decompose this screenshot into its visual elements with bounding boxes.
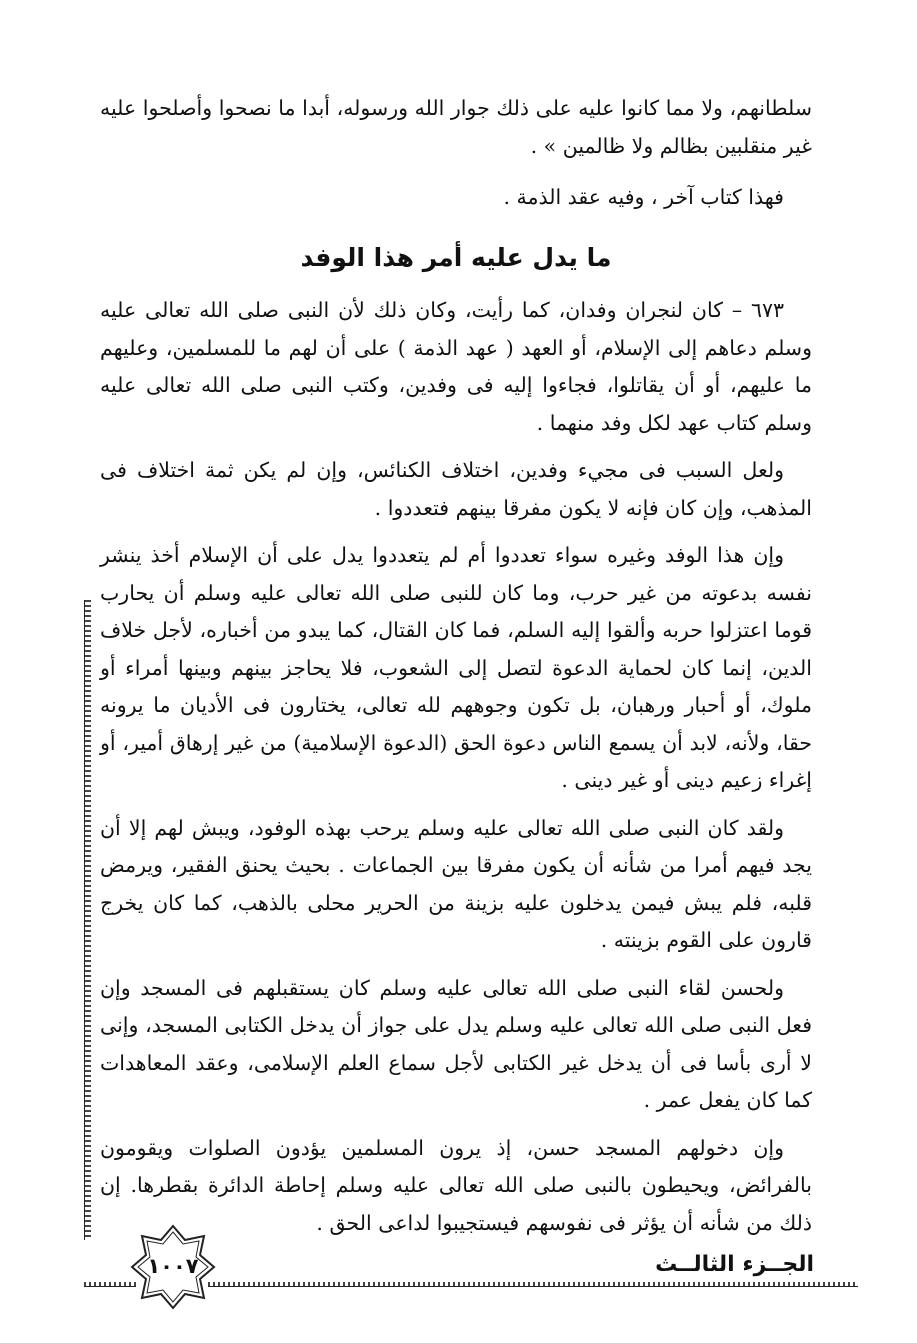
intro-closing: فهذا كتاب آخر ، وفيه عقد الذمة . bbox=[503, 185, 784, 209]
intro-continuation: سلطانهم، ولا مما كانوا عليه على ذلك جوار الله ورسوله، أبدا ما نصحوا وأصلحوا عليه غير منقلبين بظالم ولا ظالمين » . bbox=[100, 96, 812, 158]
body-text bbox=[100, 292, 812, 1252]
intro-text bbox=[100, 90, 812, 217]
section-heading: ما يدل عليه أمر هذا الوفد bbox=[300, 243, 612, 272]
paragraph: ولقد كان النبى صلى الله تعالى عليه وسلم يرحب بهذه الوفود، ويبش لهم إلا أن يجد فيهم أمرا من شأنه أن يكون مفرقا بين الجماعات . بحيث يحنق الفقير، ويرمض قلبه، فلم يبش فيمن يدخلون عليه بزينة من الحرير محلى بالذهب، كما كان يخرج قارون على القوم بزينته . bbox=[100, 815, 812, 952]
paragraph: وإن دخولهم المسجد حسن، إذ يرون المسلمين يؤدون الصلوات ويقومون بالفرائض، ويحيطون بالنبى صلى الله تعالى عليه وسلم إحاطة الدائرة بقطرها. إن ذلك من شأنه أن يؤثر فى نفوسهم فيستجيبوا لداعى الحق . bbox=[100, 1135, 812, 1235]
page-number: ١٠٠٧ bbox=[147, 1254, 199, 1278]
paragraph: ولعل السبب فى مجيء وفدين، اختلاف الكنائس، وإن لم يكن ثمة اختلاف فى المذهب، وإن كان فإنه لا يكون مفرقا بينهم فتعددوا . bbox=[100, 458, 812, 520]
paragraph: ولحسن لقاء النبى صلى الله تعالى عليه وسلم كان يستقبلهم فى المسجد وإن فعل النبى صلى الله تعالى عليه وسلم يدل على جواز أن يدخل الكتابى المسجد، وإنى لا أرى بأسا فى أن يدخل غير الكتابى لأجل سماع العلم الإسلامى، وعقد المعاهدات كما كان يفعل عمر . bbox=[100, 975, 812, 1112]
border-frame-bottom-right bbox=[208, 1282, 858, 1287]
volume-title: الجــزء الثالــث bbox=[655, 1252, 814, 1277]
paragraph: وإن هذا الوفد وغيره سواء تعددوا أم لم يتعددوا يدل على أن الإسلام أخذ ينشر نفسه بدعوته من غير حرب، وما كان للنبى صلى الله تعالى عليه وسلم أن يحارب قوما اعتزلوا حربه وألقوا إليه السلم، فما كان القتال، كما يبدو من أخباره، لأجل خلاف الدين، إنما كان لحماية الدعوة لتصل إلى الشعوب، فلا يحاجز بينهم وبينها أمراء أو ملوك، أو أحبار ورهبان، بل تكون وجوههم لله تعالى، يختارون فى الأديان ما يرونه حقا، ولأنه، لابد أن يسمع الناس دعوة الحق (الدعوة الإسلامية) من غير إرهاق أمير، أو إغراء زعيم دينى أو غير دينى . bbox=[100, 543, 812, 792]
border-frame-left bbox=[84, 600, 91, 1240]
paragraph-673: ٦٧٣ – كان لنجران وفدان، كما رأيت، وكان ذلك لأن النبى صلى الله تعالى عليه وسلم دعاهم إلى الإسلام، أو العهد ( عهد الذمة ) على أن لهم ما للمسلمين، وعليهم ما عليهم، أو أن يقاتلوا، فجاءوا إليه فى وفدين، وكتب النبى صلى الله تعالى عليه وسلم كتاب عهد لكل وفد منهما . bbox=[100, 298, 812, 435]
